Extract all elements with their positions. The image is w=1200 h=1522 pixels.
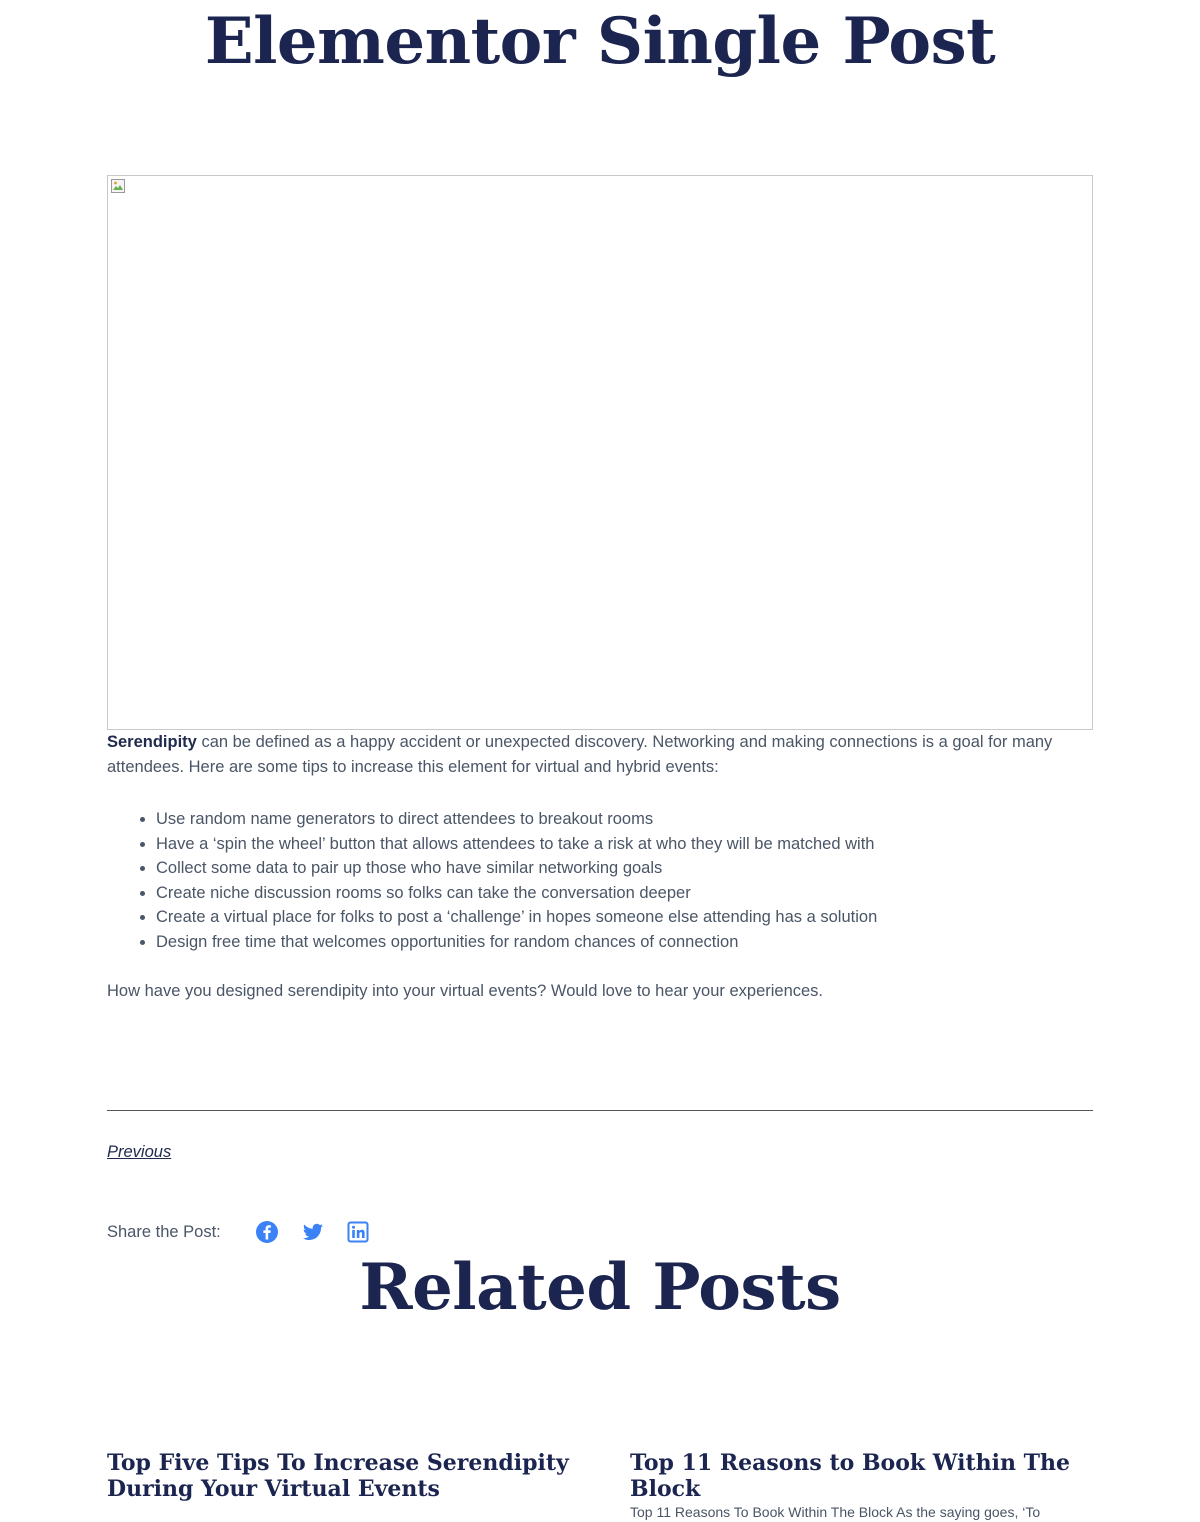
related-post-title[interactable]: Top Five Tips To Increase Serendipity During Your Virtual Events <box>107 1450 569 1502</box>
tips-list <box>107 807 1093 954</box>
related-post-excerpt: Top 11 Reasons To Book Within The Block As the saying goes, ‘To <box>630 1504 1041 1520</box>
closing-paragraph: How have you designed serendipity into your virtual events? Would love to hear your experiences. <box>107 982 824 1000</box>
facebook-icon[interactable] <box>255 1220 279 1244</box>
list-item: • Collect some data to pair up those who have similar networking goals <box>156 856 1093 881</box>
featured-image <box>107 175 1093 730</box>
post-content <box>107 730 1093 1004</box>
related-post-card[interactable] <box>107 1450 577 1502</box>
broken-image-icon <box>111 179 125 193</box>
previous-post-link[interactable]: Previous <box>107 1143 172 1161</box>
related-post-title[interactable]: Top 11 Reasons to Book Within The Block <box>630 1450 1071 1502</box>
list-item: • Create niche discussion rooms so folks can take the conversation deeper <box>156 881 1093 906</box>
list-item: • Use random name generators to direct attendees to breakout rooms <box>156 807 1093 832</box>
related-posts-title: Related Posts <box>359 1250 841 1325</box>
list-item: • Create a virtual place for folks to post a ‘challenge’ in hopes someone else attending has a solution <box>156 905 1093 930</box>
intro-paragraph <box>107 730 1093 779</box>
post-divider <box>107 1110 1093 1111</box>
intro-text: can be defined as a happy accident or unexpected discovery. Networking and making connections is a goal for many attendees. Here are some tips to increase this element for virtual and hybrid events: <box>107 733 1053 776</box>
linkedin-icon[interactable] <box>346 1220 370 1244</box>
twitter-icon[interactable] <box>301 1220 325 1244</box>
list-item: • Have a ‘spin the wheel’ button that allows attendees to take a risk at who they will be matched with <box>156 832 1093 857</box>
list-item: • Design free time that welcomes opportunities for random chances of connection <box>156 930 1093 955</box>
share-label: Share the Post: <box>107 1223 221 1241</box>
page-title: Elementor Single Post <box>204 4 996 79</box>
related-post-card[interactable] <box>630 1450 1100 1522</box>
intro-bold-term: Serendipity <box>107 733 197 751</box>
